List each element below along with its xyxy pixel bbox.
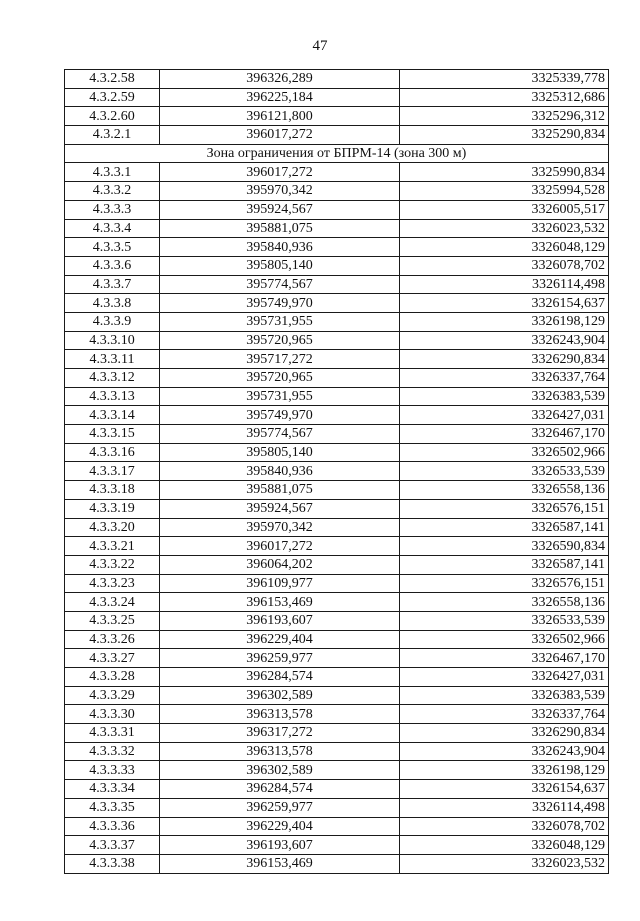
table-row xyxy=(65,443,609,462)
x-coordinate-cell: 395720,965 xyxy=(160,331,400,350)
x-coordinate-cell: 396313,578 xyxy=(160,705,400,724)
table-row xyxy=(65,854,609,873)
y-coordinate-cell: 3326078,702 xyxy=(400,256,609,275)
x-coordinate-cell: 396313,578 xyxy=(160,742,400,761)
point-number-cell: 4.3.3.17 xyxy=(65,462,160,481)
x-coordinate-cell: 396017,272 xyxy=(160,537,400,556)
table-row xyxy=(65,742,609,761)
y-coordinate-cell: 3326558,136 xyxy=(400,593,609,612)
table-row xyxy=(65,611,609,630)
table-row xyxy=(65,761,609,780)
point-number-cell: 4.3.3.28 xyxy=(65,668,160,687)
y-coordinate-cell: 3326590,834 xyxy=(400,537,609,556)
table-row xyxy=(65,481,609,500)
point-number-cell: 4.3.3.31 xyxy=(65,724,160,743)
table-row xyxy=(65,574,609,593)
x-coordinate-cell: 395970,342 xyxy=(160,182,400,201)
x-coordinate-cell: 396153,469 xyxy=(160,593,400,612)
point-number-cell: 4.3.3.26 xyxy=(65,630,160,649)
y-coordinate-cell: 3326576,151 xyxy=(400,574,609,593)
y-coordinate-cell: 3325994,528 xyxy=(400,182,609,201)
x-coordinate-cell: 396317,272 xyxy=(160,724,400,743)
point-number-cell: 4.3.3.16 xyxy=(65,443,160,462)
table-row xyxy=(65,350,609,369)
y-coordinate-cell: 3326290,834 xyxy=(400,350,609,369)
x-coordinate-cell: 396326,289 xyxy=(160,70,400,89)
point-number-cell: 4.3.3.11 xyxy=(65,350,160,369)
y-coordinate-cell: 3326290,834 xyxy=(400,724,609,743)
table-row xyxy=(65,182,609,201)
x-coordinate-cell: 395881,075 xyxy=(160,219,400,238)
point-number-cell: 4.3.3.7 xyxy=(65,275,160,294)
point-number-cell: 4.3.3.34 xyxy=(65,780,160,799)
point-number-cell: 4.3.3.12 xyxy=(65,369,160,388)
point-number-cell: 4.3.3.24 xyxy=(65,593,160,612)
table-row xyxy=(65,219,609,238)
table-row xyxy=(65,724,609,743)
table-row xyxy=(65,126,609,145)
point-number-cell: 4.3.3.29 xyxy=(65,686,160,705)
y-coordinate-cell: 3326243,904 xyxy=(400,331,609,350)
x-coordinate-cell: 396193,607 xyxy=(160,836,400,855)
y-coordinate-cell: 3326243,904 xyxy=(400,742,609,761)
x-coordinate-cell: 395805,140 xyxy=(160,443,400,462)
y-coordinate-cell: 3326533,539 xyxy=(400,462,609,481)
y-coordinate-cell: 3326198,129 xyxy=(400,761,609,780)
y-coordinate-cell: 3326502,966 xyxy=(400,443,609,462)
x-coordinate-cell: 396017,272 xyxy=(160,163,400,182)
table-row xyxy=(65,649,609,668)
table-row xyxy=(65,369,609,388)
y-coordinate-cell: 3326427,031 xyxy=(400,406,609,425)
x-coordinate-cell: 395881,075 xyxy=(160,481,400,500)
table-row xyxy=(65,200,609,219)
x-coordinate-cell: 396064,202 xyxy=(160,555,400,574)
x-coordinate-cell: 395774,567 xyxy=(160,425,400,444)
table-row xyxy=(65,686,609,705)
table-row xyxy=(65,387,609,406)
coordinates-table-body xyxy=(65,70,609,874)
table-row xyxy=(65,518,609,537)
y-coordinate-cell: 3326154,637 xyxy=(400,294,609,313)
y-coordinate-cell: 3325990,834 xyxy=(400,163,609,182)
point-number-cell: 4.3.3.2 xyxy=(65,182,160,201)
point-number-cell: 4.3.3.27 xyxy=(65,649,160,668)
y-coordinate-cell: 3326587,141 xyxy=(400,555,609,574)
table-row xyxy=(65,462,609,481)
point-number-cell: 4.3.3.22 xyxy=(65,555,160,574)
y-coordinate-cell: 3326023,532 xyxy=(400,219,609,238)
point-number-cell: 4.3.3.19 xyxy=(65,499,160,518)
point-number-cell: 4.3.3.23 xyxy=(65,574,160,593)
table-row xyxy=(65,593,609,612)
x-coordinate-cell: 396225,184 xyxy=(160,88,400,107)
x-coordinate-cell: 395774,567 xyxy=(160,275,400,294)
point-number-cell: 4.3.3.9 xyxy=(65,312,160,331)
table-row xyxy=(65,705,609,724)
x-coordinate-cell: 396229,404 xyxy=(160,630,400,649)
point-number-cell: 4.3.3.30 xyxy=(65,705,160,724)
point-number-cell: 4.3.3.5 xyxy=(65,238,160,257)
y-coordinate-cell: 3326337,764 xyxy=(400,369,609,388)
point-number-cell: 4.3.3.1 xyxy=(65,163,160,182)
y-coordinate-cell: 3326502,966 xyxy=(400,630,609,649)
x-coordinate-cell: 395749,970 xyxy=(160,294,400,313)
y-coordinate-cell: 3326427,031 xyxy=(400,668,609,687)
table-row xyxy=(65,107,609,126)
y-coordinate-cell: 3326048,129 xyxy=(400,836,609,855)
y-coordinate-cell: 3326533,539 xyxy=(400,611,609,630)
point-number-cell: 4.3.3.36 xyxy=(65,817,160,836)
table-row xyxy=(65,294,609,313)
x-coordinate-cell: 396017,272 xyxy=(160,126,400,145)
table-row xyxy=(65,406,609,425)
point-number-cell: 4.3.3.6 xyxy=(65,256,160,275)
table-row xyxy=(65,425,609,444)
y-coordinate-cell: 3326467,170 xyxy=(400,649,609,668)
point-number-cell: 4.3.3.8 xyxy=(65,294,160,313)
point-number-cell: 4.3.3.4 xyxy=(65,219,160,238)
y-coordinate-cell: 3326005,517 xyxy=(400,200,609,219)
y-coordinate-cell: 3326114,498 xyxy=(400,798,609,817)
y-coordinate-cell: 3326114,498 xyxy=(400,275,609,294)
table-row xyxy=(65,668,609,687)
table-row xyxy=(65,798,609,817)
y-coordinate-cell: 3326337,764 xyxy=(400,705,609,724)
table-row xyxy=(65,275,609,294)
x-coordinate-cell: 396302,589 xyxy=(160,686,400,705)
y-coordinate-cell: 3326078,702 xyxy=(400,817,609,836)
x-coordinate-cell: 395749,970 xyxy=(160,406,400,425)
y-coordinate-cell: 3326587,141 xyxy=(400,518,609,537)
section-header-row xyxy=(65,144,609,163)
point-number-cell: 4.3.3.21 xyxy=(65,537,160,556)
x-coordinate-cell: 396153,469 xyxy=(160,854,400,873)
y-coordinate-cell: 3326383,539 xyxy=(400,686,609,705)
x-coordinate-cell: 395840,936 xyxy=(160,238,400,257)
y-coordinate-cell: 3326383,539 xyxy=(400,387,609,406)
x-coordinate-cell: 395924,567 xyxy=(160,499,400,518)
table-row xyxy=(65,555,609,574)
coordinates-table xyxy=(64,69,609,874)
y-coordinate-cell: 3325296,312 xyxy=(400,107,609,126)
table-row xyxy=(65,817,609,836)
x-coordinate-cell: 396193,607 xyxy=(160,611,400,630)
x-coordinate-cell: 396284,574 xyxy=(160,780,400,799)
x-coordinate-cell: 396229,404 xyxy=(160,817,400,836)
point-number-cell: 4.3.3.33 xyxy=(65,761,160,780)
point-number-cell: 4.3.2.1 xyxy=(65,126,160,145)
table-row xyxy=(65,331,609,350)
y-coordinate-cell: 3325312,686 xyxy=(400,88,609,107)
table-row xyxy=(65,238,609,257)
table-row xyxy=(65,163,609,182)
y-coordinate-cell: 3325290,834 xyxy=(400,126,609,145)
x-coordinate-cell: 396109,977 xyxy=(160,574,400,593)
point-number-cell: 4.3.3.37 xyxy=(65,836,160,855)
x-coordinate-cell: 396284,574 xyxy=(160,668,400,687)
x-coordinate-cell: 396259,977 xyxy=(160,649,400,668)
point-number-cell: 4.3.2.58 xyxy=(65,70,160,89)
x-coordinate-cell: 395805,140 xyxy=(160,256,400,275)
x-coordinate-cell: 395840,936 xyxy=(160,462,400,481)
point-number-cell: 4.3.3.18 xyxy=(65,481,160,500)
y-coordinate-cell: 3326154,637 xyxy=(400,780,609,799)
y-coordinate-cell: 3326576,151 xyxy=(400,499,609,518)
x-coordinate-cell: 395717,272 xyxy=(160,350,400,369)
table-row xyxy=(65,312,609,331)
y-coordinate-cell: 3326558,136 xyxy=(400,481,609,500)
point-number-cell: 4.3.3.15 xyxy=(65,425,160,444)
section-title: Зона ограничения от БПРМ-14 (зона 300 м) xyxy=(65,144,609,163)
x-coordinate-cell: 395731,955 xyxy=(160,387,400,406)
table-row xyxy=(65,256,609,275)
table-row xyxy=(65,537,609,556)
point-number-cell: 4.3.3.13 xyxy=(65,387,160,406)
point-number-cell: 4.3.3.38 xyxy=(65,854,160,873)
point-number-cell: 4.3.3.3 xyxy=(65,200,160,219)
y-coordinate-cell: 3326048,129 xyxy=(400,238,609,257)
x-coordinate-cell: 395720,965 xyxy=(160,369,400,388)
y-coordinate-cell: 3326467,170 xyxy=(400,425,609,444)
point-number-cell: 4.3.2.60 xyxy=(65,107,160,126)
table-row xyxy=(65,88,609,107)
table-row xyxy=(65,70,609,89)
page-number: 47 xyxy=(312,38,328,54)
x-coordinate-cell: 395970,342 xyxy=(160,518,400,537)
table-row xyxy=(65,499,609,518)
point-number-cell: 4.3.3.32 xyxy=(65,742,160,761)
point-number-cell: 4.3.3.35 xyxy=(65,798,160,817)
x-coordinate-cell: 395924,567 xyxy=(160,200,400,219)
point-number-cell: 4.3.2.59 xyxy=(65,88,160,107)
point-number-cell: 4.3.3.14 xyxy=(65,406,160,425)
point-number-cell: 4.3.3.20 xyxy=(65,518,160,537)
x-coordinate-cell: 396302,589 xyxy=(160,761,400,780)
y-coordinate-cell: 3326198,129 xyxy=(400,312,609,331)
x-coordinate-cell: 395731,955 xyxy=(160,312,400,331)
y-coordinate-cell: 3326023,532 xyxy=(400,854,609,873)
y-coordinate-cell: 3325339,778 xyxy=(400,70,609,89)
table-row xyxy=(65,780,609,799)
point-number-cell: 4.3.3.25 xyxy=(65,611,160,630)
table-row xyxy=(65,836,609,855)
table-row xyxy=(65,630,609,649)
x-coordinate-cell: 396259,977 xyxy=(160,798,400,817)
x-coordinate-cell: 396121,800 xyxy=(160,107,400,126)
point-number-cell: 4.3.3.10 xyxy=(65,331,160,350)
